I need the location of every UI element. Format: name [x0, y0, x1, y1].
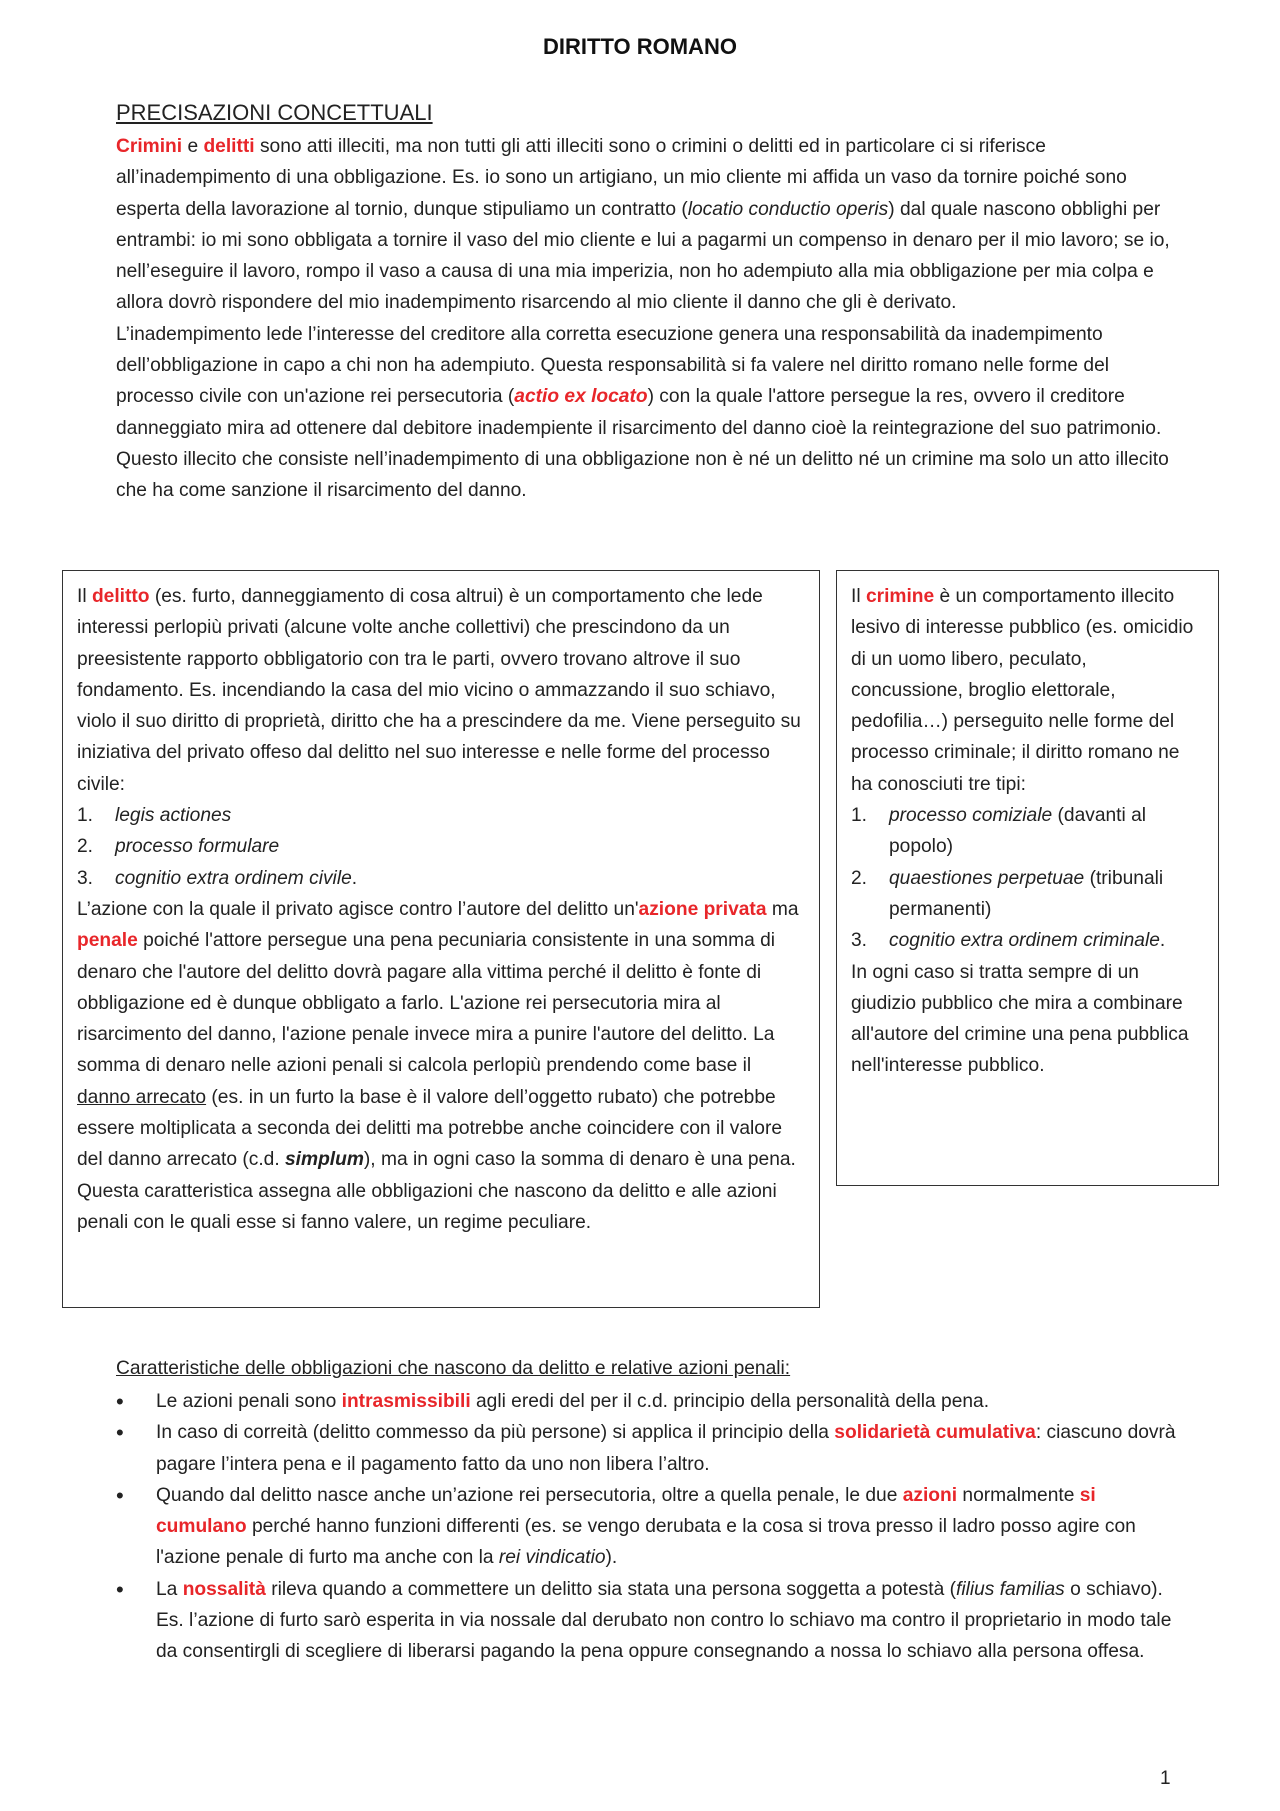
page-number: 1	[1160, 1768, 1171, 1789]
list-item: 1. processo comiziale (davanti al popolo)	[851, 805, 1147, 858]
list-item: • La nossalità rileva quando a commettere un delitto sia stata una persona soggetta a potestà (filius familias o schiavo). Es. l’azione di furto sarò esperita in via nossale dal derubato non contro lo schiavo ma contro il proprietario in modo tale da consentirgli di scegliere di liberarsi pagando la pena oppure consegnando a nossa lo schiavo alla persona offesa.	[116, 1574, 1176, 1668]
criminal-process-list	[851, 800, 1204, 956]
term-simplum: simplum	[285, 1149, 364, 1171]
list-item: 3. cognitio extra ordinem criminale.	[851, 930, 1166, 952]
term-azione-privata: azione privata	[638, 898, 767, 920]
document-title: DIRITTO ROMANO	[543, 34, 737, 59]
list-item: • Quando dal delitto nasce anche un’azione rei persecutoria, oltre a quella penale, le due azioni normalmente si cumulano perché hanno funzioni differenti (es. se vengo derubata e la cosa si trova presso il ladro posso agire con l'azione penale di furto ma anche con la rei vindicatio).	[116, 1480, 1176, 1574]
term-locatio: locatio conductio operis	[687, 198, 889, 220]
term-delitto: delitto	[91, 586, 150, 607]
list-item: 2. processo formulare	[77, 836, 280, 858]
bullet-icon: •	[116, 1482, 124, 1508]
term-crimini: Crimini	[116, 136, 183, 157]
term-danno-arrecato: danno arrecato	[77, 1086, 207, 1108]
intro-paragraph-3: Questo illecito che consiste nell’inadempimento di una obbligazione non è né un delitto né un crimine ma solo un atto illecito che ha come sanzione il risarcimento del danno.	[116, 448, 1169, 502]
term-delitti: delitti	[203, 136, 255, 157]
characteristics-heading: Caratteristiche delle obbligazioni che nascono da delitto e relative azioni penali:	[116, 1358, 791, 1379]
crimine-box: Il crimine è un comportamento illecito lesivo di interesse pubblico (es. omicidio di un uomo libero, peculato, concussione, broglio elettorale, pedofilia…) perseguito nelle forme del processo criminale; il diritto romano ne ha conosciuti tre tipi: 1. processo comiziale (davanti al popolo) 2. quaestiones perpetuae (tribunali permanenti) 3. cognitio extra ordinem criminale. In ogni caso si tratta sempre di un giudizio pubblico che mira a combinare all'autore del crimine una pena pubblica nell'interesse pubblico.	[836, 570, 1219, 1186]
term-actio-ex-locato: actio ex locato	[514, 386, 648, 408]
list-item: 1. legis actiones	[77, 805, 232, 827]
term-penale: penale	[77, 930, 138, 952]
bullet-icon: •	[116, 1389, 124, 1414]
delitto-box: Il delitto (es. furto, danneggiamento di cosa altrui) è un comportamento che lede interessi perlopiù privati (alcune volte anche collettivi) che prescindono da un preesistente rapporto obbligatorio con tra le parti, ovvero trovano altrove il suo fondamento. Es. incendiando la casa del mio vicino o ammazzando il suo schiavo, violo il suo diritto di proprietà, diritto che ha a prescindere da me. Viene perseguito su iniziativa del privato offeso dal delitto nel suo interesse e nelle forme del processo civile: 1. legis actiones 2. processo formulare 3. cognitio extra ordinem civile. L’azione con la quale il privato agisce contro l’autore del delitto un'azione privata ma penale poiché l'attore persegue una pena pecuniaria consistente in una somma di denaro che l'autore del delitto dovrà pagare alla vittima perché il delitto è fonte di obbligazione ed è dunque obbligato a farlo. L'azione rei persecutoria mira al risarcimento del danno, l'azione penale invece mira a punire l'autore del delitto. La somma di denaro nelle azioni penali si calcola perlopiù prendendo come base il danno arrecato (es. in un furto la base è il valore dell’oggetto rubato) che potrebbe essere moltiplicata a seconda dei delitti ma potrebbe anche coincidere con il valore del danno arrecato (c.d. simplum), ma in ogni caso la somma di denaro è una pena. Questa caratteristica assegna alle obbligazioni che nascono da delitto e alle azioni penali con le quali esse si fanno valere, un regime peculiare.	[62, 570, 820, 1308]
list-item: • In caso di correità (delitto commesso da più persone) si applica il principio della solidarietà cumulativa: ciascuno dovrà pagare l’intera pena e il pagamento fatto da uno non libera l’altro.	[116, 1417, 1176, 1480]
bullet-icon: •	[116, 1420, 124, 1446]
bullet-icon: •	[116, 1576, 124, 1602]
intro-section	[116, 131, 1186, 507]
list-item: 2. quaestiones perpetuae (tribunali permanenti)	[851, 867, 1164, 920]
intro-paragraph-1: Crimini e delitti sono atti illeciti, ma non tutti gli atti illeciti sono o crimini o delitti ed in particolare ci si riferisce all’inadempimento di una obbligazione. Es. io sono un artigiano, un mio cliente mi affida un vaso da tornire poiché sono esperta della lavorazione al tornio, dunque stipuliamo un contratto (locatio conductio operis) dal quale nascono obblighi per entrambi: io mi sono obbligata a tornire il vaso del mio cliente e lui a pagarmi un compenso in denaro per il mio lavoro; se io, nell’eseguire il lavoro, rompo il vaso a causa di una mia imperizia, non ho adempiuto alla mia obbligazione per mia colpa e allora dovrò rispondere del mio inadempimento risarcendo al mio cliente il danno che gli è derivato.	[116, 136, 1170, 314]
civil-process-list	[77, 800, 805, 894]
list-item: • Le azioni penali sono intrasmissibili agli eredi del per il c.d. principio della personalità della pena.	[116, 1386, 1176, 1417]
intro-paragraph-2: L’inadempimento lede l’interesse del creditore alla corretta esecuzione genera una responsabilità da inadempimento dell’obbligazione in capo a chi non ha adempiuto. Questa responsabilità si fa valere nel diritto romano nelle forme del processo civile con un'azione rei persecutoria (actio ex locato) con la quale l'attore persegue la res, ovvero il creditore danneggiato mira ad ottenere dal debitore inadempiente il risarcimento del danno cioè la reintegrazione del suo patrimonio.	[116, 323, 1162, 439]
term-crimine: crimine	[865, 586, 935, 607]
list-item: 3. cognitio extra ordinem civile.	[77, 867, 358, 889]
characteristics-list	[116, 1386, 1176, 1668]
section-heading: PRECISAZIONI CONCETTUALI	[116, 100, 433, 125]
